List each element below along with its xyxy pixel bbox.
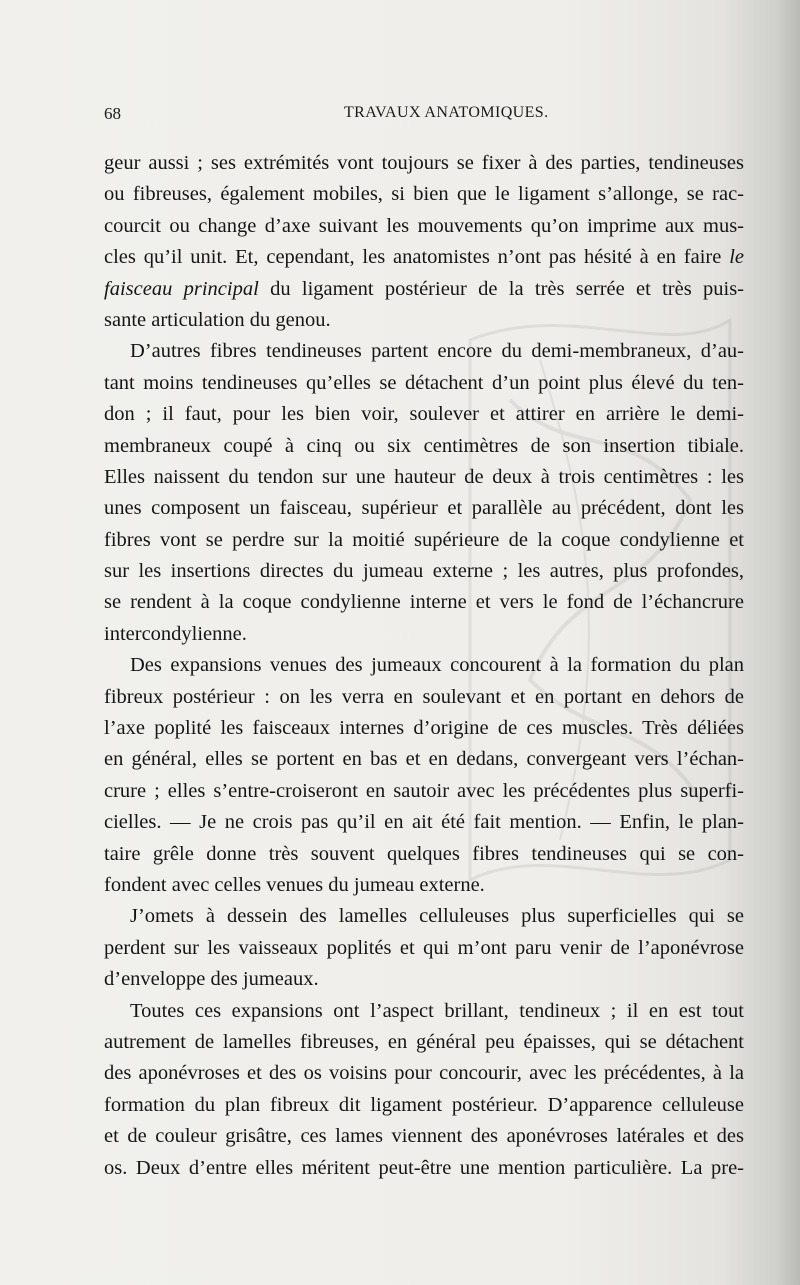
text-line (104, 336, 744, 367)
text-line (104, 1058, 744, 1089)
text-line (104, 525, 744, 556)
text-segment: l’axe poplité les faisceaux internes d’origine de ces muscles. Très déliées (104, 717, 744, 740)
text-segment: sante articulation du genou. (104, 308, 331, 331)
text-line (104, 744, 744, 775)
italic-text: faisceau principal (104, 277, 259, 300)
text-segment: D’autres fibres tendineuses partent encore du demi-membraneux, d’au- (130, 340, 744, 363)
text-segment: perdent sur les vaisseaux poplités et qui m’ont paru venir de l’aponévrose (104, 936, 744, 959)
text-line (104, 933, 744, 964)
text-segment: Elles naissent du tendon sur une hauteur de deux à trois centimètres : les (104, 465, 744, 488)
running-head: TRAVAUX ANATOMIQUES. (344, 104, 549, 121)
text-segment: tant moins tendineuses qu’elles se détachent d’un point plus élevé du ten- (104, 371, 744, 394)
text-line (104, 870, 744, 901)
text-segment: taire grêle donne très souvent quelques fibres tendineuses qui se con- (104, 842, 744, 865)
text-segment: du ligament postérieur de la très serrée et très puis- (258, 277, 744, 300)
text-line (104, 431, 744, 462)
text-line (104, 1121, 744, 1152)
text-line (104, 368, 744, 399)
text-segment: don ; il faut, pour les bien voir, soulever et attirer en arrière le demi- (104, 403, 744, 426)
text-segment: ou fibreuses, également mobiles, si bien que le ligament s’allonge, se rac- (104, 183, 744, 206)
text-line (104, 807, 744, 838)
text-segment: autrement de lamelles fibreuses, en général peu épaisses, qui se détachent (104, 1030, 744, 1053)
text-line (104, 179, 744, 210)
text-line (104, 274, 744, 305)
text-segment: geur aussi ; ses extrémités vont toujours se fixer à des parties, tendineuses (104, 152, 744, 174)
text-segment: unes composent un faisceau, supérieur et parallèle au précédent, dont les (104, 497, 744, 520)
text-segment: sur les insertions directes du jumeau externe ; les autres, plus profondes, (104, 560, 744, 583)
text-line (104, 587, 744, 618)
text-line (104, 1153, 744, 1184)
text-segment: formation du plan fibreux dit ligament postérieur. D’apparence celluleuse (104, 1093, 744, 1116)
text-line (104, 619, 744, 650)
text-segment: fondent avec celles venues du jumeau externe. (104, 873, 485, 896)
text-line (104, 901, 744, 932)
text-line (104, 493, 744, 524)
body-text (104, 148, 744, 1184)
italic-text: le (729, 246, 744, 269)
text-segment: membraneux coupé à cinq ou six centimètres de son insertion tibiale. (104, 434, 744, 457)
page-number: 68 (104, 104, 121, 123)
text-segment: intercondylienne. (104, 622, 247, 645)
text-segment: d’enveloppe des jumeaux. (104, 968, 319, 991)
text-line (104, 713, 744, 744)
text-line (104, 650, 744, 681)
text-segment: crure ; elles s’entre-croiseront en sautoir avec les précédentes plus superfi- (104, 779, 744, 802)
text-line (104, 556, 744, 587)
text-line (104, 242, 744, 273)
text-line (104, 839, 744, 870)
text-line (104, 1090, 744, 1121)
page-header (104, 104, 716, 128)
text-segment: en général, elles se portent en bas et en dedans, convergeant vers l’échan- (104, 748, 744, 771)
text-line (104, 682, 744, 713)
text-segment: fibres vont se perdre sur la moitié supérieure de la coque condylienne et (104, 528, 744, 551)
text-segment: se rendent à la coque condylienne interne et vers le fond de l’échancrure (104, 591, 744, 614)
text-segment: des aponévroses et des os voisins pour concourir, avec les précédentes, à la (104, 1062, 744, 1085)
text-line (104, 211, 744, 242)
text-segment: Des expansions venues des jumeaux concourent à la formation du plan (130, 654, 744, 677)
text-segment: et de couleur grisâtre, ces lames viennent des aponévroses latérales et des (104, 1125, 744, 1148)
text-line (104, 996, 744, 1027)
text-line (104, 1027, 744, 1058)
text-line (104, 305, 744, 336)
text-line (104, 462, 744, 493)
text-segment: cles qu’il unit. Et, cependant, les anatomistes n’ont pas hésité à en faire (104, 246, 730, 269)
text-segment: cielles. — Je ne crois pas qu’il en ait été fait mention. — Enfin, le plan- (104, 811, 744, 834)
text-segment: J’omets à dessein des lamelles celluleuses plus superficielles qui se (130, 905, 744, 928)
text-line (104, 776, 744, 807)
text-line (104, 399, 744, 430)
text-segment: os. Deux d’entre elles méritent peut-être une mention particulière. La pre- (104, 1156, 744, 1179)
text-line (104, 148, 744, 179)
text-line (104, 964, 744, 995)
text-segment: Toutes ces expansions ont l’aspect brillant, tendineux ; il en est tout (130, 999, 744, 1022)
text-segment: courcit ou change d’axe suivant les mouvements qu’on imprime aux mus- (104, 214, 744, 237)
text-segment: fibreux postérieur : on les verra en soulevant et en portant en dehors de (104, 685, 744, 708)
